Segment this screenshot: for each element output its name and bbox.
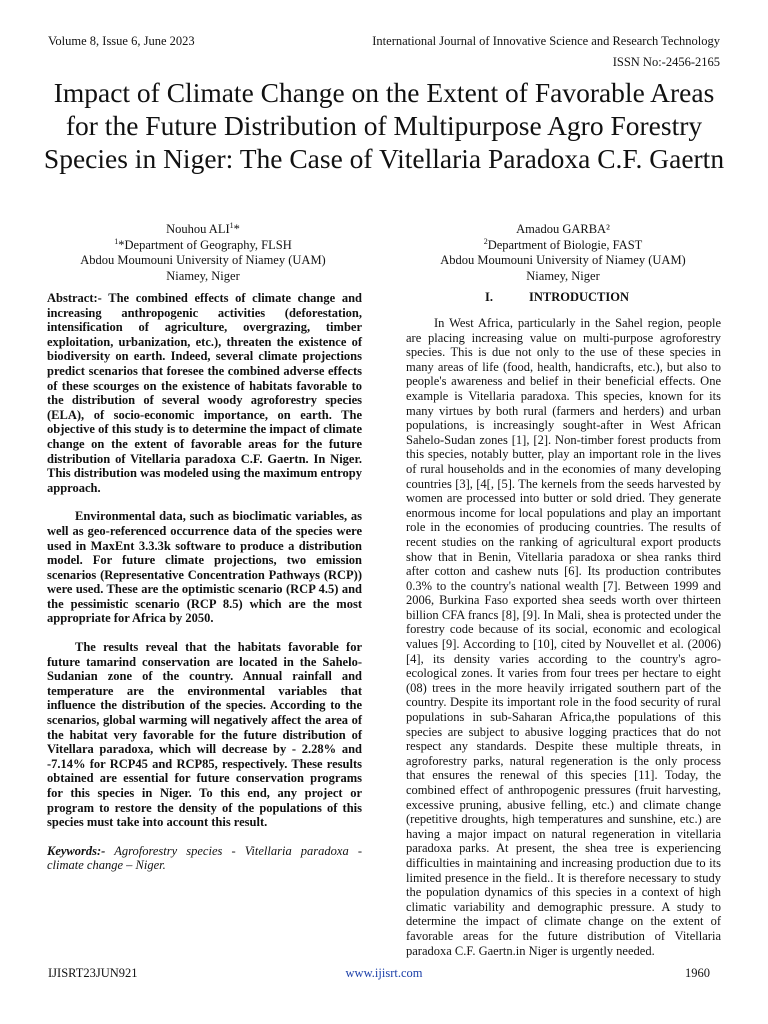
introduction-column [406,316,721,958]
author-name: Amadou GARBA² [516,222,610,236]
page-number: 1960 [685,966,710,980]
author-university: Abdou Moumouni University of Niamey (UAM) [440,253,686,267]
author-department: $^1$*Department of Geography, FLSH [114,236,292,252]
journal-name: International Journal of Innovative Science and Research Technology [372,34,720,48]
abstract-column [47,291,362,873]
section-title: INTRODUCTION [529,290,630,304]
footer-url-link[interactable]: www.ijisrt.com [345,966,423,980]
author-location: Niamey, Niger [526,268,600,283]
keywords-label: Keywords:- [47,843,106,858]
volume-info: Volume 8, Issue 6, June 2023 [48,34,195,48]
issn: ISSN No:-2456-2165 [612,55,720,69]
author-university: Abdou Moumouni University of Niamey (UAM) [80,253,326,267]
author-location: Niamey, Niger [166,268,240,283]
author-block-2 [398,222,728,284]
introduction-paragraph: In West Africa, particularly in the Sahel region, people are placing increasing value on multi-purpose agroforestry species. This is due not only to the use of these species in many areas of life (food, health, handicrafts, etc.), but also to people's awareness and belief in their beneficial effects. One example is Vitellaria paradoxa. This species, known for its many virtues by both rural (farmers and herders) and urban populations, is increasingly sought-after in West African Sahelo-Sudan zones [1], [2]. Non-timber forest products from this species, notably butter, play an important role in the lives of rural households and in the economies of many developing countries [3], [4[, [5]. The kernels from the seeds harvested by women are processed into butter or sold dried. They generate enormous income for local populations and play an important role in the economies of producing countries. The results of recent studies on the ranking of agricultural export products show that in Benin, Vitellaria paradoxa or shea ranks third after cotton and cashew nuts [6]. Its production contributes 0.3% to the country's national wealth [7]. Between 1999 and 2006, Burkina Faso exported shea seeds worth over thirteen billion CFA francs [8], [9]. In Mali, shea is protected under the forestry code because of its social, economic and ecological values [9]. According to [10], cited by Nouvellet et al. (2006) [4], its density varies according to the country's agro-ecological zones. It varies from four trees per hectare to eight (08) trees in the more heavily irrigated southern part of the country. Despite its important role in the food security of rural populations in sub-Saharan Africa,the populations of this species are subject to abusive logging practices that do not respect any standards. Despite these multiple threats, in agroforestry parks, natural regeneration is the only process that ensures the renewal of this species [11]. Today, the combined effect of anthropogenic pressures (fruit harvesting, excessive pruning, abusive felling, etc.) and climate change (repetitive droughts, high temperatures and sunshine, etc.) are having a major impact on natural regeneration in vitellaria paradoxa parks. At present, the shea tree is experiencing difficulties in maintaining and increasing production due to its limited presence in the field.. It is therefore necessary to study the population dynamics of this species in a context of high climatic variability and demographic pressure. A study to determine the impact of climate change on the extent of favorable areas for the future distribution of Vitellaria paradoxa C.F. Gaertn.in Niger is urgently needed. [406,316,721,958]
footer-paper-id: IJISRT23JUN921 [48,966,138,980]
author-department: $^2$Department of Biologie, FAST [483,236,643,252]
keywords-text: Agroforestry species - Vitellaria paradoxa - climate change – Niger. [47,843,362,873]
section-number: I. [485,290,493,304]
keywords [47,844,362,873]
abstract-paragraph: Abstract:- The combined effects of climate change and increasing anthropogenic activities (deforestation, intensification of agriculture, overgrazing, timber exploitation, urbanization, etc.), threaten the existence of biodiversity on earth. Indeed, several climate projections predict scenarios that foresee the combined adverse effects of these scourges on the existence of habitats favorable to the distribution of several woody agroforestry species (ELA), of socio-economic importance, on earth. The objective of this study is to determine the impact of climate change on the extent of favorable areas for the future distribution of Vitellaria paradoxa C.F. Gaertn. In Niger. This distribution was modeled using the maximum entropy approach. [47,291,362,495]
abstract-paragraph: Environmental data, such as bioclimatic variables, as well as geo-referenced occurrence data of the species were used in MaxEnt 3.3.3k software to produce a distribution model. For future climate projections, two emission scenarios (Representative Concentration Pathways (RCP)) were used. These are the optimistic scenario (RCP 4.5) and the pessimistic scenario (RCP 8.5) which are the most appropriate for Africa by 2050. [47,509,362,626]
author-name: Nouhou ALI$^1$* [166,220,240,236]
abstract-paragraph: The results reveal that the habitats favorable for future tamarind conservation are located in the Sahelo-Sudanian zone of the country. Annual rainfall and temperature are the environmental variables that influence the distribution of the species. According to the scenarios, global warming will negatively affect the area of the habitat very favorable for the future distribution of Vitellara paradoxa, which will decrease by - 2.28% and -7.14% for RCP45 and RCP85, respectively. These results obtained are essential for future conservation programs for this species in Niger. To this end, any project or program to restore the density of the populations of this species must take into account this result. [47,640,362,830]
paper-title: Impact of Climate Change on the Extent of Favorable Areas for the Future Distribution of Multipurpose Agro Forestry Species in Niger: The Case of Vitellaria Paradoxa C.F. Gaertn [43,77,725,174]
author-block-1 [38,222,368,284]
